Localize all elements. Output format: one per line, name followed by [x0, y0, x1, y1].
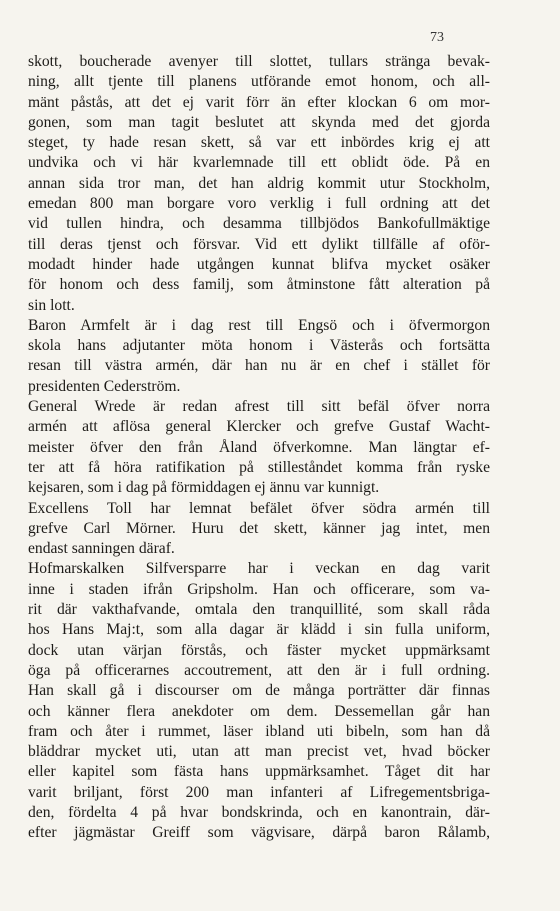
- text-line: dock utan värjan förstås, och fäster mycket uppmärksamt: [28, 641, 490, 659]
- text-line: annan sida tror man, det han aldrig kommit utur Stockholm,: [28, 174, 490, 192]
- text-line: emedan 800 man borgare voro verklig i full ordning att det: [28, 195, 490, 213]
- text-line: Baron Armfelt är i dag rest till Engsö och i öfvermorgon: [28, 316, 490, 334]
- text-line: hos Hans Maj:t, som alla dagar är klädd i sin fulla uniform,: [28, 621, 490, 639]
- text-line: efter jägmästar Greiff som vägvisare, därpå baron Rålamb,: [28, 824, 490, 842]
- text-line: den, fördelta 4 på hvar bondskrinda, och en kanontrain, där-: [28, 803, 490, 821]
- text-line: meister öfver den från Åland öfverkomne. Man längtar ef-: [28, 438, 490, 456]
- text-line: till deras tjenst och försvar. Vid ett dylikt tillfälle af oför-: [28, 235, 490, 253]
- text-line: varit briljant, först 200 man infanteri af Lifregementsbriga-: [28, 783, 490, 801]
- text-line: presidenten Cederström.: [28, 377, 181, 395]
- text-line: sin lott.: [28, 296, 75, 314]
- text-line: Hofmarskalken Silfversparre har i veckan en dag varit: [28, 560, 490, 578]
- text-line: mänt påstås, att det ej varit förr än efter klockan 6 om mor-: [28, 93, 490, 111]
- page-number: 73: [430, 30, 444, 45]
- text-line: och känner flera anekdoter om dem. Dessemellan går han: [28, 702, 490, 720]
- text-line: modadt hinder hade utgången kunnat blifva mycket osäker: [28, 255, 490, 273]
- text-line: armén att aflösa general Klercker och grefve Gustaf Wacht-: [28, 418, 490, 436]
- text-line: för honom och dess familj, som åtminstone fått alteration på: [28, 276, 490, 294]
- text-line: Excellens Toll har lemnat befälet öfver södra armén till: [28, 499, 490, 517]
- text-line: bläddrar mycket uti, utan att man precist vet, hvad böcker: [28, 743, 490, 761]
- text-line: Han skall gå i discourser om de många porträtter där finnas: [28, 682, 490, 700]
- text-line: steget, ty hade resan skett, så var ett inbördes krig ej att: [28, 134, 490, 152]
- text-line: rit där vakthafvande, omtala den tranquillité, som skall råda: [28, 601, 490, 619]
- text-line: grefve Carl Mörner. Huru det skett, känner jag intet, men: [28, 519, 490, 537]
- text-line: kejsaren, som i dag på förmiddagen ej ännu var kunnigt.: [28, 479, 380, 497]
- text-line: ning, allt tjente till planens utförande emot honom, och all-: [28, 73, 490, 91]
- text-line: vid tullen hindra, och desamma tillbjödos Bankofullmäktige: [28, 215, 490, 233]
- text-line: skott, boucherade avenyer till slottet, tullars stränga bevak-: [28, 53, 490, 70]
- text-line: endast sanningen däraf.: [28, 540, 175, 558]
- text-line: fram och åter i rummet, läser ibland uti bibeln, som han då: [28, 722, 490, 740]
- text-line: inne i staden ifrån Gripsholm. Han och officerare, som va-: [28, 580, 490, 598]
- text-line: resan till västra armén, där han nu är en chef i stället för: [28, 357, 490, 375]
- body-text: [28, 52, 490, 844]
- text-line: ter att få höra ratifikation på stilleståndet komma från ryske: [28, 458, 490, 476]
- text-line: skola hans adjutanter möta honom i Västerås och fortsätta: [28, 337, 490, 355]
- text-line: gonen, som man tagit beslutet att skynda med det gjorda: [28, 113, 490, 131]
- text-line: öga på officerarnes accoutrement, att den är i full ordning.: [28, 661, 490, 679]
- text-line: General Wrede är redan afrest till sitt befäl öfver norra: [28, 398, 490, 416]
- text-line: eller kapitel som fästa hans uppmärksamhet. Tåget dit har: [28, 763, 490, 781]
- text-line: undvika och vi här kvarlemnade till ett oblidt öde. På en: [28, 154, 490, 172]
